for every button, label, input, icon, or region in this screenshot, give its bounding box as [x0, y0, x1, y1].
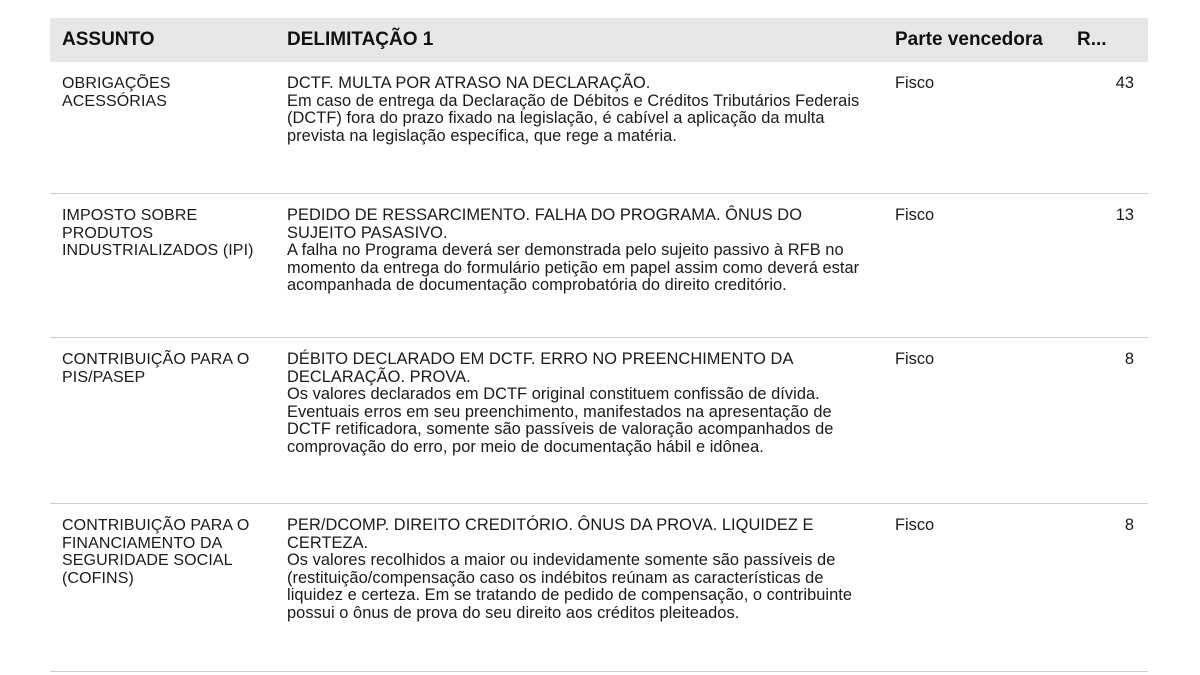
delimitacao-title: PER/DCOMP. DIREITO CREDITÓRIO. ÔNUS DA PROVA. LIQUIDEZ E CERTEZA. [287, 516, 814, 552]
cell-delimitacao [275, 504, 883, 672]
cell-r: 43 [1065, 62, 1148, 194]
cell-delimitacao [275, 194, 883, 338]
header-assunto[interactable]: ASSUNTO [50, 18, 275, 62]
cell-assunto: IMPOSTO SOBRE PRODUTOS INDUSTRIALIZADOS (IPI) [50, 194, 275, 338]
header-row [50, 18, 1148, 62]
cell-parte-vencedora: Fisco [883, 194, 1065, 338]
header-parte-vencedora[interactable]: Parte vencedora [883, 18, 1065, 62]
delimitacao-body: Os valores declarados em DCTF original constituem confissão de dívida. Eventuais erros em seu preenchimento, manifestados na apresentação de DCTF retificadora, somente são passíveis de valoração acompanhados de comprovação do erro, por meio de documentação hábil e idônea. [287, 385, 834, 456]
cell-r: 13 [1065, 194, 1148, 338]
delimitacao-body: Os valores recolhidos a maior ou indevidamente somente são passíveis de (restituição/compensação caso os indébitos reúnam as características de liquidez e certeza. Em se tratando de pedido de compensação, o contribuinte possui o ônus de prova do seu direito aos créditos pleiteados. [287, 551, 853, 622]
cell-parte-vencedora: Fisco [883, 504, 1065, 672]
cell-assunto: CONTRIBUIÇÃO PARA O PIS/PASEP [50, 338, 275, 504]
delimitacao-title: PEDIDO DE RESSARCIMENTO. FALHA DO PROGRAMA. ÔNUS DO SUJEITO PASASIVO. [287, 206, 802, 242]
data-table [50, 18, 1148, 672]
table-header [50, 18, 1148, 62]
table-body [50, 62, 1148, 672]
table-row [50, 62, 1148, 194]
delimitacao-body: A falha no Programa deverá ser demonstrada pelo sujeito passivo à RFB no momento da entrega do formulário petição em papel assim como deverá estar acompanhada de documentação comprobatória do direito creditório. [287, 241, 860, 295]
table-row [50, 504, 1148, 672]
cell-delimitacao [275, 338, 883, 504]
cell-assunto: OBRIGAÇÕES ACESSÓRIAS [50, 62, 275, 194]
cell-assunto: CONTRIBUIÇÃO PARA O FINANCIAMENTO DA SEGURIDADE SOCIAL (COFINS) [50, 504, 275, 672]
delimitacao-body: Em caso de entrega da Declaração de Débitos e Créditos Tributários Federais (DCTF) fora do prazo fixado na legislação, é cabível a aplicação da multa prevista na legislação específica, que rege a matéria. [287, 91, 860, 145]
cell-r: 8 [1065, 338, 1148, 504]
table-row [50, 194, 1148, 338]
cell-parte-vencedora: Fisco [883, 62, 1065, 194]
table-row [50, 338, 1148, 504]
header-r[interactable]: R... [1065, 18, 1148, 62]
delimitacao-title: DÉBITO DECLARADO EM DCTF. ERRO NO PREENCHIMENTO DA DECLARAÇÃO. PROVA. [287, 350, 793, 386]
header-delimitacao[interactable]: DELIMITAÇÃO 1 [275, 18, 883, 62]
cell-r: 8 [1065, 504, 1148, 672]
delimitacao-title: DCTF. MULTA POR ATRASO NA DECLARAÇÃO. [287, 74, 651, 92]
cell-delimitacao [275, 62, 883, 194]
cell-parte-vencedora: Fisco [883, 338, 1065, 504]
